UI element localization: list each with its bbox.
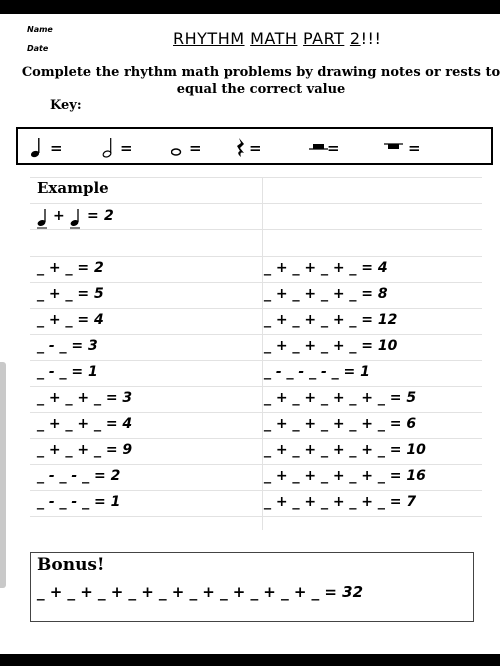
title-word: PART — [303, 29, 345, 48]
key-item-whole-rest — [384, 137, 444, 157]
problem-right: _ + _ + _ + _ = 12 — [264, 312, 398, 328]
key-item-whole — [171, 137, 231, 157]
example-equals: = — [87, 208, 99, 224]
problem-left: _ - _ = 1 — [37, 364, 98, 380]
problem-right: _ - _ - _ - _ = 1 — [264, 364, 370, 380]
problem-right: _ + _ + _ + _ + _ = 10 — [264, 442, 426, 458]
whole-note-icon — [171, 137, 183, 159]
problem-left: _ + _ = 5 — [37, 286, 104, 302]
title-word: MATH — [250, 29, 298, 48]
problem-right: _ + _ + _ + _ = 10 — [264, 338, 398, 354]
problem-right: _ + _ + _ + _ = 8 — [264, 286, 388, 302]
key-equals: = — [189, 139, 202, 157]
quarter-rest-icon — [235, 137, 247, 159]
example-heading: Example — [37, 179, 109, 197]
quarter-note-icon — [37, 207, 49, 229]
problem-left: _ + _ + _ = 3 — [37, 390, 133, 406]
problem-right: _ + _ + _ + _ + _ = 6 — [264, 416, 417, 432]
half-note-icon — [102, 137, 116, 159]
half-rest-icon — [309, 137, 329, 159]
problem-right: _ + _ + _ + _ = 4 — [264, 260, 388, 276]
key-equals: = — [50, 139, 63, 157]
worksheet-page — [0, 14, 500, 654]
problem-right: _ + _ + _ + _ + _ = 16 — [264, 468, 426, 484]
problem-right: _ + _ + _ + _ + _ = 7 — [264, 494, 417, 510]
side-tab — [0, 362, 6, 588]
key-equals: = — [327, 139, 340, 157]
title-word: 2 — [349, 29, 361, 48]
key-item-half — [102, 137, 162, 157]
title-word: RHYTHM — [173, 29, 245, 48]
problem-left: _ - _ - _ = 1 — [37, 494, 121, 510]
problem-left: _ + _ = 2 — [37, 260, 104, 276]
problem-right: _ + _ + _ + _ + _ = 5 — [264, 390, 417, 406]
key-item-quarter-rest — [235, 137, 295, 157]
key-label: Key: — [50, 98, 82, 113]
title-suffix: !!! — [360, 29, 382, 48]
key-equals: = — [120, 139, 133, 157]
problem-left: _ + _ + _ = 4 — [37, 416, 133, 432]
key-equals: = — [249, 139, 262, 157]
date-label: Date — [27, 44, 49, 53]
whole-rest-icon — [384, 137, 404, 159]
quarter-note-icon — [70, 207, 82, 229]
key-item-quarter — [30, 137, 90, 157]
problem-left: _ + _ = 4 — [37, 312, 104, 328]
page-title — [173, 29, 381, 48]
problem-left: _ - _ = 3 — [37, 338, 98, 354]
name-label: Name — [27, 25, 53, 34]
example-plus: + — [53, 208, 65, 224]
quarter-note-icon — [30, 137, 44, 159]
example-result: 2 — [104, 208, 114, 224]
instructions-text: Complete the rhythm math problems by drawing notes or rests to equal the correct value — [21, 65, 500, 97]
problem-left: _ + _ + _ = 9 — [37, 442, 133, 458]
key-box — [16, 127, 493, 165]
problem-left: _ - _ - _ = 2 — [37, 468, 121, 484]
key-item-half-rest — [309, 137, 369, 157]
key-equals: = — [408, 139, 421, 157]
table-divider — [262, 178, 263, 530]
bonus-heading: Bonus! — [37, 555, 105, 575]
bonus-equation: _ + _ + _ + _ + _ + _ + _ + _ + _ + _ = 32 — [37, 583, 364, 601]
